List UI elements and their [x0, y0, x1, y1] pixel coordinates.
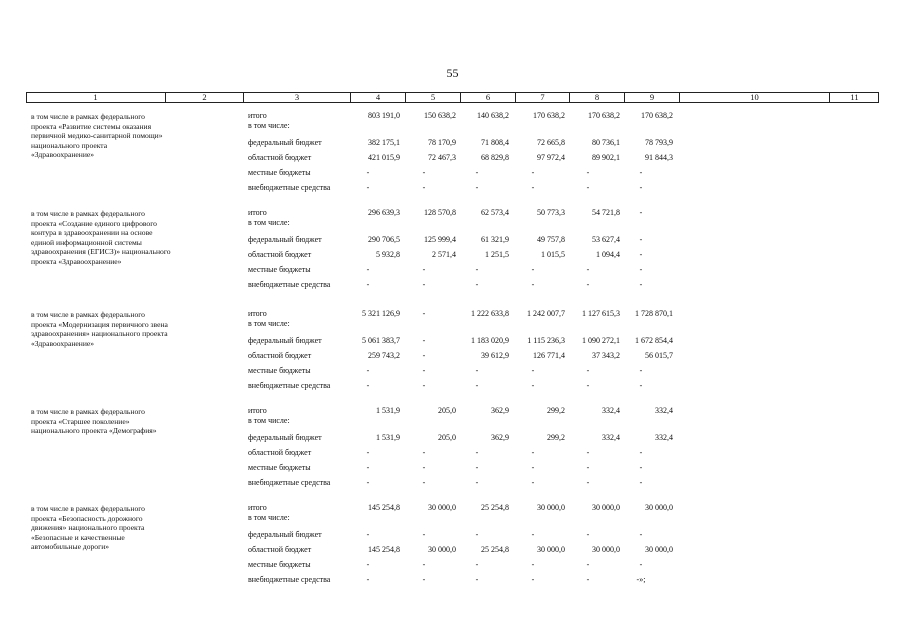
amount-c7: 1 015,5 — [541, 250, 565, 259]
amount-c9: - — [639, 560, 643, 569]
amount-c4: 290 706,5 — [368, 235, 400, 244]
amount-c4: - — [366, 575, 370, 584]
amount-c4: - — [366, 560, 370, 569]
amount-c7: - — [531, 478, 535, 487]
amount-c6: 1 251,5 — [485, 250, 509, 259]
amount-c8: 30 000,0 — [592, 545, 620, 554]
header-cell-7: 7 — [516, 92, 570, 103]
funding-source-label: федеральный бюджет — [248, 433, 322, 442]
amount-c5: 72 467,3 — [428, 153, 456, 162]
amount-c5: - — [422, 280, 426, 289]
header-cell-2: 2 — [166, 92, 244, 103]
amount-c6: - — [475, 530, 479, 539]
funding-source-label: итого — [248, 503, 267, 512]
amount-c6: - — [475, 183, 479, 192]
amount-c7: - — [531, 575, 535, 584]
amount-c7: 299,2 — [547, 406, 565, 415]
amount-c6: 1 183 020,9 — [471, 336, 509, 345]
amount-c9: 56 015,7 — [645, 351, 673, 360]
amount-c7: - — [531, 448, 535, 457]
amount-c5: - — [422, 265, 426, 274]
amount-c5: - — [422, 463, 426, 472]
amount-c9: - — [639, 183, 643, 192]
amount-c9: - — [639, 381, 643, 390]
amount-c4: - — [366, 448, 370, 457]
amount-c8: - — [586, 381, 590, 390]
amount-c9: 91 844,3 — [645, 153, 673, 162]
amount-c9: 332,4 — [655, 433, 673, 442]
amount-c6: - — [475, 448, 479, 457]
amount-c9: - — [639, 448, 643, 457]
amount-c6: 25 254,8 — [481, 503, 509, 512]
amount-c5: 128 570,8 — [424, 208, 456, 217]
amount-c5: - — [422, 478, 426, 487]
amount-c6: 140 638,2 — [477, 111, 509, 120]
amount-c5: - — [422, 560, 426, 569]
amount-c5: 30 000,0 — [428, 545, 456, 554]
amount-c6: 25 254,8 — [481, 545, 509, 554]
amount-c8: 1 094,4 — [596, 250, 620, 259]
amount-c4: 803 191,0 — [368, 111, 400, 120]
amount-c5: - — [422, 336, 426, 345]
funding-source-label: местные бюджеты — [248, 560, 311, 569]
amount-c4: - — [366, 265, 370, 274]
header-cell-11: 11 — [850, 92, 859, 102]
amount-c8: - — [586, 575, 590, 584]
amount-c7: 49 757,8 — [537, 235, 565, 244]
amount-c5: - — [422, 168, 426, 177]
funding-source-label: внебюджетные средства — [248, 575, 331, 584]
funding-source-label: областной бюджет — [248, 448, 312, 457]
funding-source-label: итого — [248, 111, 267, 120]
amount-c8: - — [586, 463, 590, 472]
amount-c4: 296 639,3 — [368, 208, 400, 217]
funding-source-label: внебюджетные средства — [248, 381, 331, 390]
amount-c9: - — [639, 168, 643, 177]
amount-c4: - — [366, 280, 370, 289]
funding-source-label: местные бюджеты — [248, 168, 311, 177]
amount-c7: 30 000,0 — [537, 545, 565, 554]
amount-c6: 362,9 — [491, 433, 509, 442]
amount-c9: - — [639, 463, 643, 472]
amount-c7: - — [531, 463, 535, 472]
amount-c9: 170 638,2 — [641, 111, 673, 120]
funding-source-label: областной бюджет — [248, 351, 312, 360]
amount-c8: - — [586, 280, 590, 289]
amount-c9: - — [639, 530, 643, 539]
amount-c7: - — [531, 381, 535, 390]
amount-c5: 205,0 — [438, 406, 456, 415]
header-cell-4: 4 — [351, 92, 406, 103]
amount-c4: - — [366, 381, 370, 390]
amount-c6: 62 573,4 — [481, 208, 509, 217]
amount-c6: 362,9 — [491, 406, 509, 415]
amount-c4: - — [366, 183, 370, 192]
amount-c9: - — [639, 366, 643, 375]
amount-c7: 1 115 236,3 — [527, 336, 565, 345]
amount-c4: 5 932,8 — [376, 250, 400, 259]
amount-c5: 2 571,4 — [432, 250, 456, 259]
header-cell-10: 10 — [680, 92, 830, 103]
amount-c6: 71 808,4 — [481, 138, 509, 147]
amount-c4: 145 254,8 — [368, 545, 400, 554]
amount-c5: - — [422, 381, 426, 390]
amount-c7: 30 000,0 — [537, 503, 565, 512]
amount-c8: - — [586, 168, 590, 177]
funding-source-label: в том числе: — [248, 513, 290, 522]
header-cell-6: 6 — [461, 92, 516, 103]
funding-source-label: областной бюджет — [248, 153, 312, 162]
funding-source-label: в том числе: — [248, 218, 290, 227]
amount-c8: 89 902,1 — [592, 153, 620, 162]
amount-c4: - — [366, 168, 370, 177]
amount-c4: 145 254,8 — [368, 503, 400, 512]
amount-c5: - — [422, 575, 426, 584]
amount-c5: 205,0 — [438, 433, 456, 442]
funding-source-label: федеральный бюджет — [248, 336, 322, 345]
project-description: в том числе в рамках федерального проекта «Развитие системы оказания первичной медико-санитарной помощи» национального проекта «Здравоохранение» — [31, 112, 163, 160]
amount-c6: - — [475, 168, 479, 177]
amount-c8: 37 343,2 — [592, 351, 620, 360]
amount-c9: 1 728 870,1 — [635, 309, 673, 318]
amount-c5: 30 000,0 — [428, 503, 456, 512]
funding-source-label: федеральный бюджет — [248, 138, 322, 147]
amount-c8: - — [586, 183, 590, 192]
project-description: в том числе в рамках федерального проекта «Старшее поколение» национального проекта «Демография» — [31, 407, 157, 436]
amount-c4: 1 531,9 — [376, 433, 400, 442]
amount-c6: - — [475, 575, 479, 584]
amount-c8: - — [586, 530, 590, 539]
amount-c5: 150 638,2 — [424, 111, 456, 120]
amount-c4: - — [366, 366, 370, 375]
amount-c8: 54 721,8 — [592, 208, 620, 217]
funding-source-label: местные бюджеты — [248, 463, 311, 472]
amount-c4: - — [366, 530, 370, 539]
amount-c7: 1 242 007,7 — [527, 309, 565, 318]
funding-source-label: внебюджетные средства — [248, 478, 331, 487]
amount-c6: 39 612,9 — [481, 351, 509, 360]
amount-c9: - — [639, 250, 643, 259]
funding-source-label: в том числе: — [248, 319, 290, 328]
amount-c4: 259 743,2 — [368, 351, 400, 360]
funding-source-label: федеральный бюджет — [248, 530, 322, 539]
amount-c6: - — [475, 478, 479, 487]
amount-c7: - — [531, 560, 535, 569]
amount-c6: - — [475, 280, 479, 289]
amount-c8: 1 090 272,1 — [582, 336, 620, 345]
amount-c8: 80 736,1 — [592, 138, 620, 147]
funding-source-label: в том числе: — [248, 121, 290, 130]
amount-c9: 332,4 — [655, 406, 673, 415]
amount-c9: 1 672 854,4 — [635, 336, 673, 345]
amount-c8: - — [586, 448, 590, 457]
amount-c7: - — [531, 265, 535, 274]
amount-c6: - — [475, 366, 479, 375]
amount-c9: 78 793,9 — [645, 138, 673, 147]
funding-source-label: итого — [248, 406, 267, 415]
amount-c8: 332,4 — [602, 433, 620, 442]
amount-c7: 97 972,4 — [537, 153, 565, 162]
amount-c4: - — [366, 463, 370, 472]
amount-c5: - — [422, 366, 426, 375]
project-description: в том числе в рамках федерального проекта «Модернизация первичного звена здравоохранения» национального проекта «Здравоохранение» — [31, 310, 168, 348]
funding-source-label: итого — [248, 309, 267, 318]
amount-c7: - — [531, 366, 535, 375]
funding-source-label: областной бюджет — [248, 250, 312, 259]
amount-c4: 382 175,1 — [368, 138, 400, 147]
amount-c5: 78 170,9 — [428, 138, 456, 147]
amount-c9: - — [639, 208, 643, 217]
funding-source-label: федеральный бюджет — [248, 235, 322, 244]
amount-c9: - — [639, 265, 643, 274]
amount-c5: - — [422, 448, 426, 457]
funding-source-label: итого — [248, 208, 267, 217]
amount-c8: 1 127 615,3 — [582, 309, 620, 318]
amount-c8: 53 627,4 — [592, 235, 620, 244]
amount-c8: - — [586, 478, 590, 487]
header-cell-1: 1 — [26, 92, 166, 103]
amount-c9: - — [639, 235, 643, 244]
amount-c6: - — [475, 560, 479, 569]
amount-c7: 126 771,4 — [533, 351, 565, 360]
project-description: в том числе в рамках федерального проекта «Безопасность дорожного движения» национального проекта «Безопасные и качественные автомобильные дороги» — [31, 504, 145, 552]
amount-c5: 125 999,4 — [424, 235, 456, 244]
header-cell-8: 8 — [570, 92, 625, 103]
amount-c6: 68 829,8 — [481, 153, 509, 162]
amount-c5: - — [422, 530, 426, 539]
amount-c8: - — [586, 265, 590, 274]
amount-c6: 1 222 633,8 — [471, 309, 509, 318]
amount-c6: - — [475, 381, 479, 390]
funding-source-label: местные бюджеты — [248, 265, 311, 274]
project-description: в том числе в рамках федерального проекта «Создание единого цифрового контура в здравоохранении на основе единой информационной системы здравоохранения (ЕГИСЗ)» национального проекта «Здравоохранение» — [31, 209, 171, 266]
amount-c4: 1 531,9 — [376, 406, 400, 415]
amount-c9: 30 000,0 — [645, 545, 673, 554]
amount-c8: - — [586, 560, 590, 569]
amount-c8: 30 000,0 — [592, 503, 620, 512]
header-cell-3: 3 — [244, 92, 351, 103]
amount-c8: 170 638,2 — [588, 111, 620, 120]
amount-c9: - — [639, 478, 643, 487]
header-cell-5: 5 — [406, 92, 461, 103]
amount-c7: 170 638,2 — [533, 111, 565, 120]
funding-source-label: местные бюджеты — [248, 366, 311, 375]
amount-c4: 5 321 126,9 — [362, 309, 400, 318]
amount-c6: - — [475, 463, 479, 472]
amount-c5: - — [422, 351, 426, 360]
amount-c9: - — [639, 280, 643, 289]
amount-c7: - — [531, 168, 535, 177]
funding-source-label: в том числе: — [248, 416, 290, 425]
amount-c4: - — [366, 478, 370, 487]
page-number: 55 — [446, 66, 459, 80]
amount-c7: 50 773,3 — [537, 208, 565, 217]
funding-source-label: внебюджетные средства — [248, 183, 331, 192]
amount-c6: 61 321,9 — [481, 235, 509, 244]
funding-source-label: внебюджетные средства — [248, 280, 331, 289]
amount-c4: 5 061 383,7 — [362, 336, 400, 345]
amount-c4: 421 015,9 — [368, 153, 400, 162]
amount-c7: 72 665,8 — [537, 138, 565, 147]
funding-source-label: областной бюджет — [248, 545, 312, 554]
amount-c9: -»; — [636, 575, 646, 584]
amount-c7: - — [531, 183, 535, 192]
amount-c6: - — [475, 265, 479, 274]
amount-c7: - — [531, 280, 535, 289]
header-cell-9: 9 — [625, 92, 680, 103]
amount-c9: 30 000,0 — [645, 503, 673, 512]
amount-c5: - — [422, 309, 426, 318]
amount-c7: - — [531, 530, 535, 539]
amount-c7: 299,2 — [547, 433, 565, 442]
amount-c8: 332,4 — [602, 406, 620, 415]
amount-c5: - — [422, 183, 426, 192]
amount-c8: - — [586, 366, 590, 375]
